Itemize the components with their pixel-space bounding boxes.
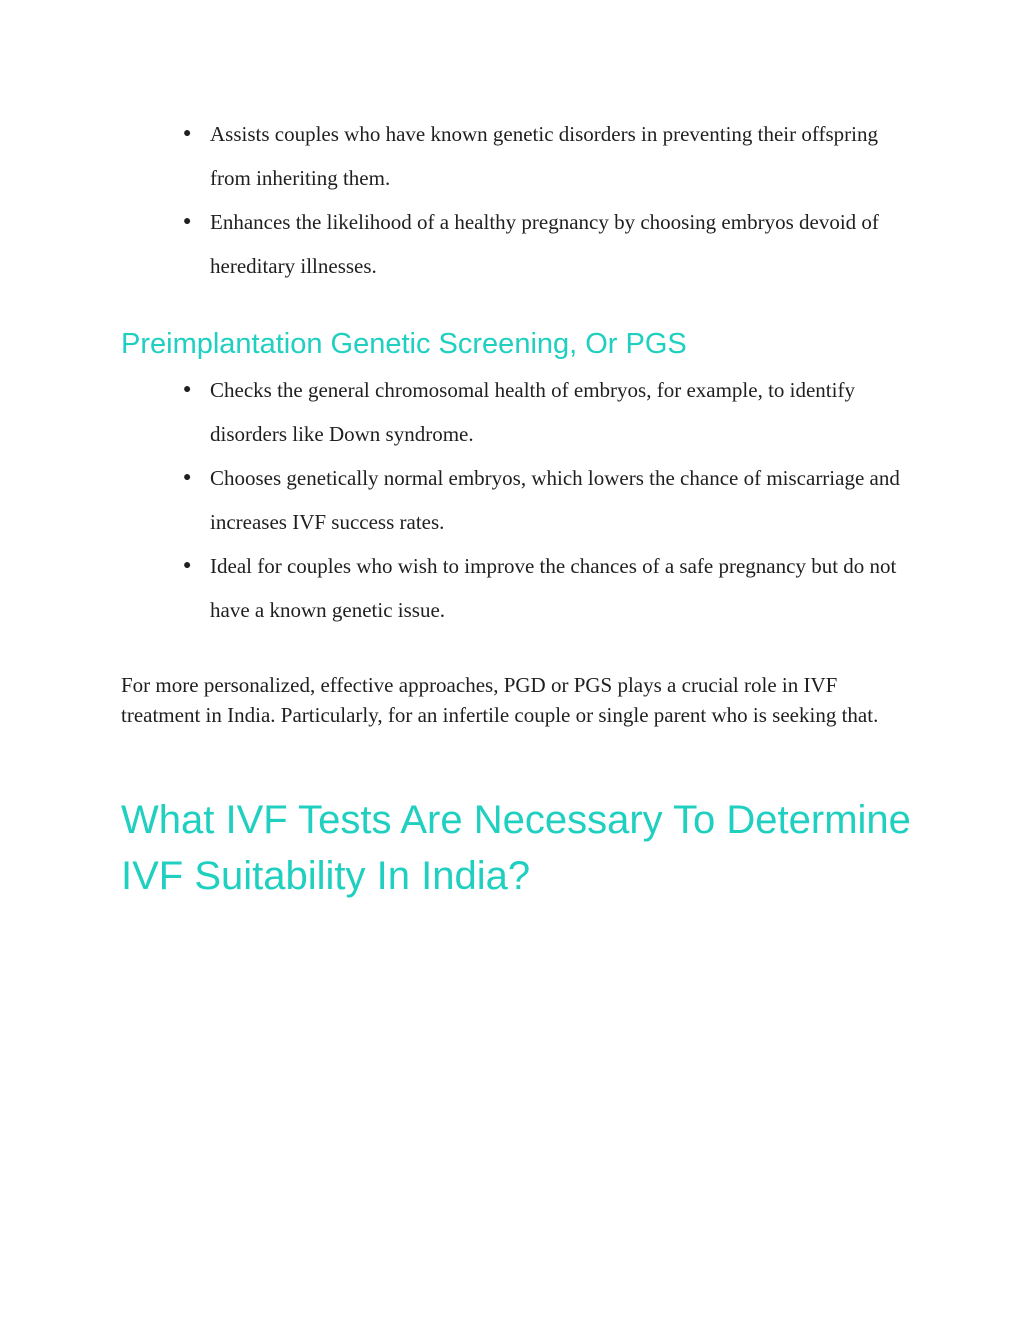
ivf-tests-section-heading: What IVF Tests Are Necessary To Determine IVF Suitability In India? bbox=[121, 798, 911, 898]
list-item bbox=[0, 544, 1024, 632]
summary-paragraph: For more personalized, effective approaches, PGD or PGS plays a crucial role in IVF treatment in India. Particularly, for an infertile couple or single parent who is seeking that. bbox=[121, 673, 879, 727]
list-item bbox=[0, 368, 1024, 456]
bullet-icon: ● bbox=[183, 126, 192, 141]
bullet-icon: ● bbox=[183, 382, 192, 397]
list-item bbox=[0, 112, 1024, 200]
bullet-icon: ● bbox=[183, 558, 192, 573]
list-item bbox=[0, 200, 1024, 288]
list-item-text: Chooses genetically normal embryos, which lowers the chance of miscarriage and increases IVF success rates. bbox=[210, 466, 900, 534]
bullet-icon: ● bbox=[183, 214, 192, 229]
list-item-text: Assists couples who have known genetic disorders in preventing their offspring from inheriting them. bbox=[210, 122, 878, 190]
list-item bbox=[0, 456, 1024, 544]
bullet-icon: ● bbox=[183, 470, 192, 485]
list-item-text: Checks the general chromosomal health of embryos, for example, to identify disorders like Down syndrome. bbox=[210, 378, 855, 446]
pgs-section-heading: Preimplantation Genetic Screening, Or PGS bbox=[121, 328, 687, 360]
pgs-benefits-list bbox=[0, 368, 1024, 632]
list-item-text: Enhances the likelihood of a healthy pregnancy by choosing embryos devoid of hereditary illnesses. bbox=[210, 210, 879, 278]
pgd-benefits-list bbox=[0, 112, 1024, 288]
list-item-text: Ideal for couples who wish to improve the chances of a safe pregnancy but do not have a known genetic issue. bbox=[210, 554, 897, 622]
